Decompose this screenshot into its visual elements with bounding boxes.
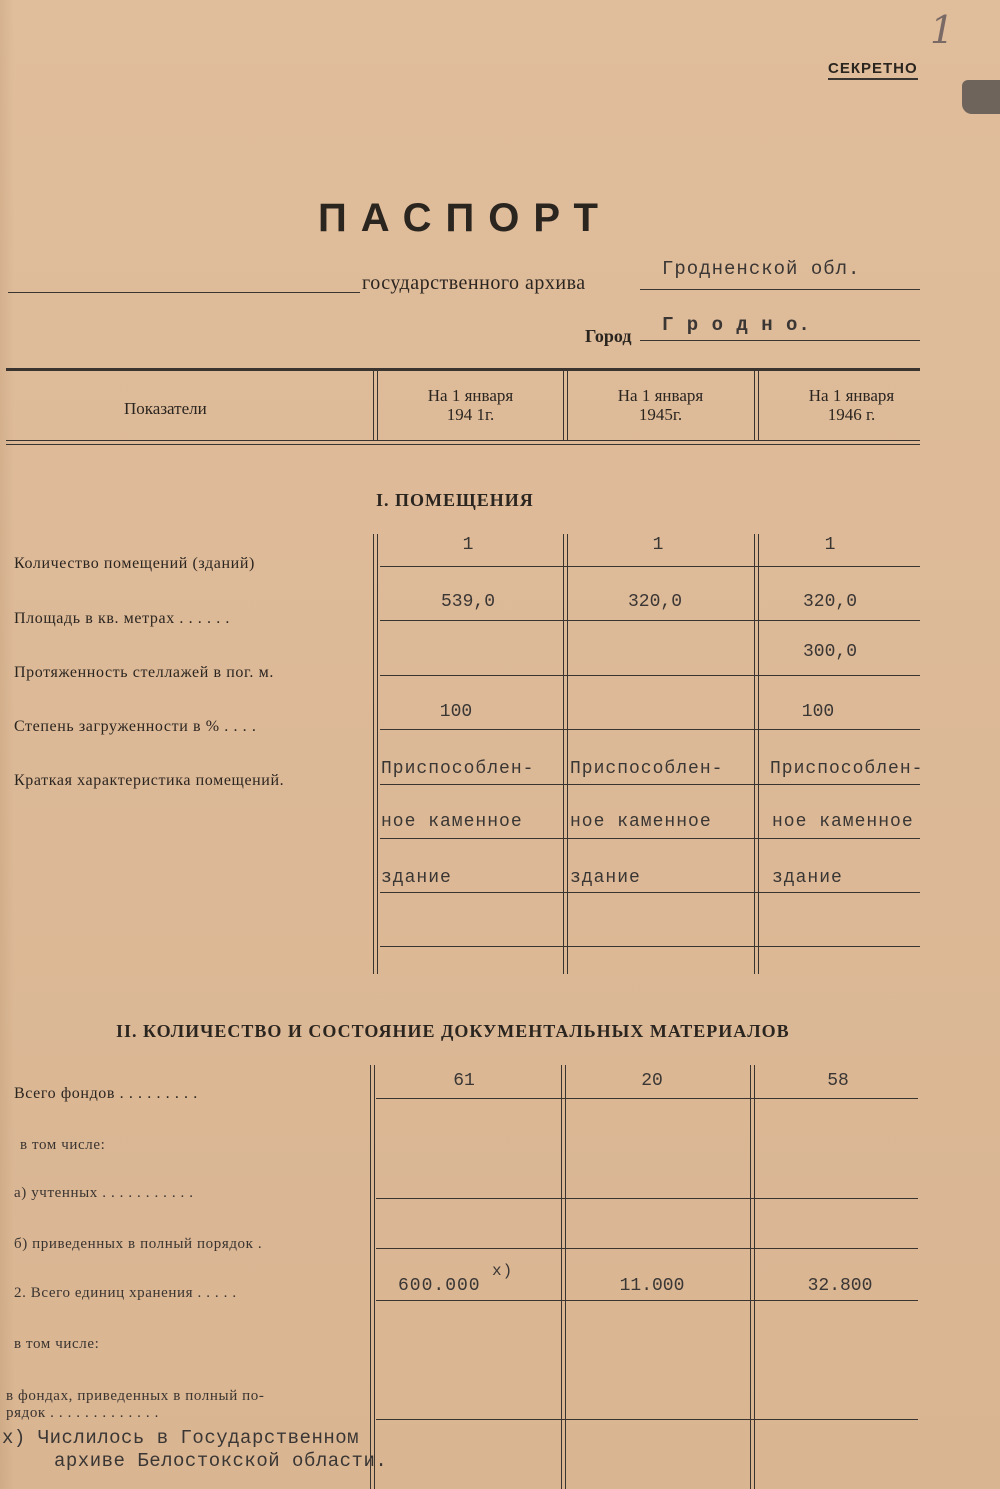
s1-row-5-label: Краткая характеристика помещений. — [14, 772, 285, 789]
s2-footnote-mark: x) — [492, 1262, 514, 1280]
s2-row-line-3 — [376, 1248, 918, 1249]
city-line — [640, 340, 920, 341]
s2-r5-c1: 600.000 — [398, 1276, 481, 1296]
s1-row-line-3 — [380, 675, 920, 676]
s1-row-2-label: Площадь в кв. метрах . . . . . . — [14, 610, 230, 627]
s1-row-line-2 — [380, 620, 920, 621]
s1-r4-c3: 100 — [801, 702, 835, 722]
header-col-1-line1: На 1 января — [427, 386, 514, 405]
s1-divider-1 — [373, 534, 374, 974]
s2-row-line-1 — [376, 1098, 918, 1099]
s1-r3-c3: 300,0 — [802, 642, 857, 662]
s2-row-1-label: Всего фондов . . . . . . . . . — [14, 1085, 198, 1102]
header-col-3 — [759, 386, 944, 424]
s2-row-line-2 — [376, 1198, 918, 1199]
s1-row-line-6 — [380, 838, 920, 839]
s1-extra-1-c1: ное каменное — [381, 812, 523, 832]
s1-extra-2-c3: здание — [772, 868, 843, 888]
secret-label: СЕКРЕТНО — [828, 60, 918, 80]
s1-row-3-label: Протяженность стеллажей в пог. м. — [14, 664, 274, 681]
s2-row-4-label: б) приведенных в полный порядок . — [14, 1236, 263, 1252]
s1-extra-2-c1: здание — [381, 868, 452, 888]
s2-row-2-label: в том числе: — [20, 1137, 106, 1153]
s2-row-line-5 — [376, 1419, 918, 1420]
s1-r1-c1: 1 — [462, 535, 474, 555]
header-col-3-line1: На 1 января — [808, 386, 895, 405]
s1-r4-c1: 100 — [439, 702, 473, 722]
footnote-line-2: архиве Белостокской области. — [54, 1450, 388, 1472]
header-divider-1 — [373, 371, 374, 441]
s2-r5-c3: 32.800 — [807, 1276, 873, 1296]
s1-extra-1-c3: ное каменное — [772, 812, 914, 832]
s1-row-line-8 — [380, 946, 920, 947]
archive-name-typed: Гродненской обл. — [662, 258, 861, 280]
s2-r1-c3: 58 — [827, 1071, 849, 1091]
archive-label: государственного архива — [362, 272, 586, 294]
s1-r5-c2: Приспособлен- — [570, 759, 724, 779]
s1-r2-c2: 320,0 — [627, 592, 682, 612]
s1-extra-1-c2: ное каменное — [570, 812, 712, 832]
header-col-3-line2: 1946 г. — [827, 405, 876, 424]
s1-extra-2-c2: здание — [570, 868, 641, 888]
city-typed: Г р о д н о. — [662, 314, 811, 336]
archive-blank-line — [8, 292, 360, 293]
header-divider-3 — [754, 371, 755, 441]
s1-r5-c1: Приспособлен- — [381, 759, 535, 779]
s1-row-line-7 — [380, 892, 920, 893]
archive-name-line — [640, 289, 920, 290]
s1-r1-c2: 1 — [652, 535, 664, 555]
header-col-2 — [568, 386, 753, 424]
s2-row-3-label: а) учтенных . . . . . . . . . . . — [14, 1185, 194, 1201]
s2-row-7-label: в фондах, приведенных в полный по- — [6, 1388, 265, 1404]
s1-row-1-label: Количество помещений (зданий) — [14, 555, 255, 572]
s2-r1-c2: 20 — [641, 1071, 663, 1091]
s1-row-line-4 — [380, 729, 920, 730]
binding-mark — [962, 80, 1000, 114]
s1-r2-c1: 539,0 — [440, 592, 495, 612]
s2-row-6-label: в том числе: — [14, 1336, 100, 1352]
s1-row-line-5 — [380, 784, 920, 785]
s1-row-line-1 — [380, 566, 920, 567]
page-title: ПАСПОРТ — [318, 196, 612, 240]
s2-divider-1b — [374, 1065, 375, 1489]
page-number: 1 — [930, 8, 955, 52]
header-divider-2 — [563, 371, 564, 441]
s1-row-4-label: Степень загруженности в % . . . . — [14, 718, 257, 735]
header-bottom-rule — [6, 440, 920, 441]
s1-r5-c3: Приспособлен- — [770, 759, 924, 779]
header-top-rule — [6, 368, 920, 371]
header-col-1-line2: 194 1г. — [446, 405, 495, 424]
s2-r1-c1: 61 — [453, 1071, 475, 1091]
section-2-title: II. КОЛИЧЕСТВО И СОСТОЯНИЕ ДОКУМЕНТАЛЬНЫХ МАТЕРИАЛОВ — [116, 1021, 790, 1041]
s1-divider-2 — [563, 534, 564, 974]
header-col-1 — [378, 386, 563, 424]
header-col-2-line1: На 1 января — [617, 386, 704, 405]
footnote-line-1: x) Числилось в Государственном — [2, 1427, 360, 1449]
s2-divider-1 — [370, 1065, 371, 1489]
s1-r2-c3: 320,0 — [802, 592, 857, 612]
s2-r5-c2: 11.000 — [619, 1276, 685, 1296]
header-col-2-line2: 1945г. — [638, 405, 683, 424]
header-indicators: Показатели — [124, 399, 207, 418]
city-label: Город — [585, 326, 632, 346]
s2-row-8-label: рядок . . . . . . . . . . . . . — [6, 1405, 159, 1421]
s2-row-5-label: 2. Всего единиц хранения . . . . . — [14, 1285, 237, 1301]
s1-r1-c3: 1 — [824, 535, 836, 555]
section-1-title: I. ПОМЕЩЕНИЯ — [376, 490, 534, 510]
s2-row-line-4 — [376, 1300, 918, 1301]
header-bottom-rule-2 — [6, 444, 920, 445]
